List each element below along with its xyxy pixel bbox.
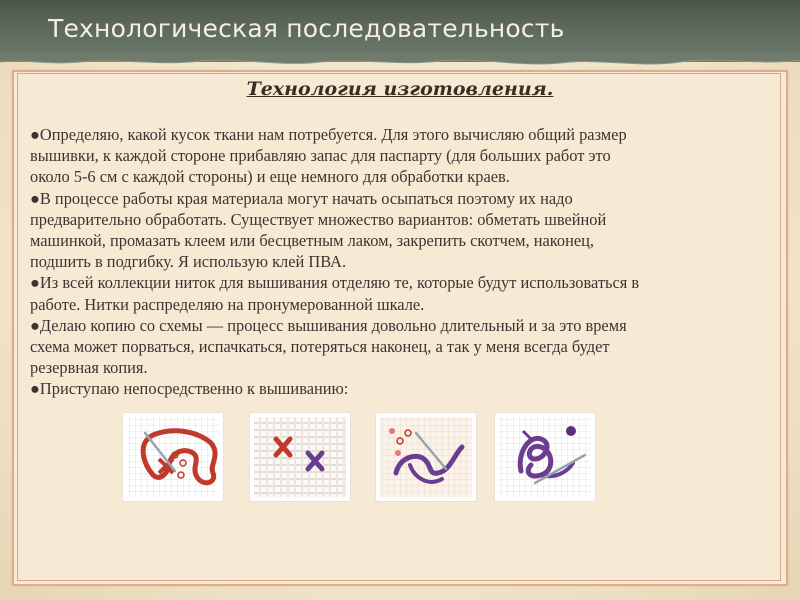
paragraph-line: машинкой, промазать клеем или бесцветным лаком, закрепить скотчем, наконец, (30, 231, 595, 251)
cross-stitch-purple-thread-icon (376, 413, 476, 501)
paragraph-line: ●Приступаю непосредственно к вышиванию: (30, 379, 349, 399)
illustration-3 (375, 412, 477, 502)
paragraph-line: подшить в подгибку. Я использую клей ПВА. (30, 252, 347, 272)
paragraph-line: работе. Нитки распределяю на пронумерованной шкале. (30, 294, 425, 314)
bullet-icon: ● (30, 315, 40, 335)
bullet-icon: ● (30, 188, 40, 208)
cross-stitch-crosses-icon (250, 413, 350, 501)
paragraph-line: ●Определяю, какой кусок ткани нам потребуется. Для этого вычисляю общий размер (30, 125, 627, 144)
section-subtitle: Технология изготовления. (246, 78, 554, 100)
page-title: Технологическая последовательность (48, 14, 565, 43)
illustration-2 (249, 412, 351, 502)
paragraph-line: предварительно обработать. Существует множество вариантов: обметать швейной (30, 209, 607, 229)
bullet-icon: ● (30, 273, 40, 293)
paragraph-line: резервная копия. (30, 358, 148, 378)
paragraph-line: ●Делаю копию со схемы — процесс вышивания довольно длительный и за это время (30, 315, 627, 335)
bullet-icon: ● (30, 379, 40, 399)
bullet-icon: ● (30, 125, 40, 144)
paragraph-line: вышивки, к каждой стороне прибавляю запас для паспарту (для больших работ это (30, 146, 611, 166)
illustration-1 (122, 412, 224, 502)
paragraph-line: около 5-6 см с каждой стороны) и еще немного для обработки краев. (30, 167, 510, 187)
paragraph-line: ●Из всей коллекции ниток для вышивания отделяю те, которые будут использоваться в (30, 273, 640, 293)
paragraph-line: ●В процессе работы края материала могут начать осыпаться поэтому их надо (30, 188, 573, 208)
instructions-text (30, 124, 780, 400)
cross-stitch-red-thread-icon (123, 413, 223, 501)
paragraph-line: схема может порваться, испачкаться, потеряться наконец, а так у меня всегда будет (30, 337, 610, 357)
illustration-4 (494, 412, 596, 502)
cross-stitch-purple-loop-icon (495, 413, 595, 501)
